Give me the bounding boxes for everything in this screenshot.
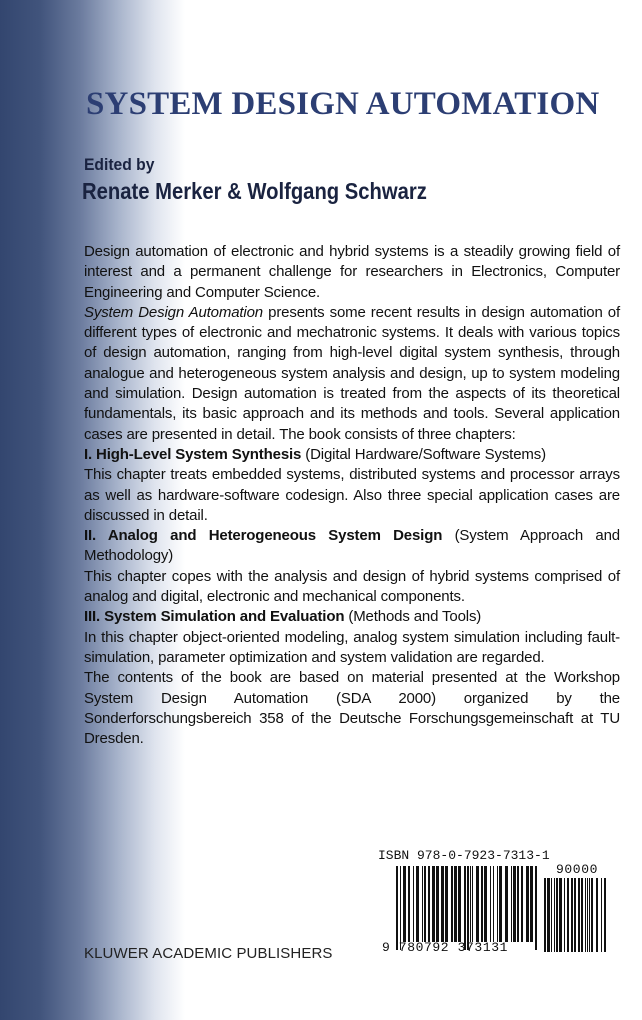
barcode-bar — [396, 866, 398, 950]
barcode-bar — [499, 866, 502, 942]
barcode-bar — [574, 878, 576, 952]
chapter-2-subtitle: (System Approach and Methodology) — [84, 527, 620, 565]
barcode-bar — [403, 866, 406, 942]
barcode-bar — [505, 866, 508, 942]
barcode-bar — [585, 878, 586, 952]
chapter-3-heading — [84, 607, 620, 627]
barcode-bar — [497, 866, 498, 942]
chapter-1-text: This chapter treats embedded systems, distributed systems and processor arrays as well as hardware-software codesign. Also three special application cases are discussed in detail. — [84, 466, 620, 524]
barcode-bar — [578, 878, 580, 952]
barcode-bar — [567, 878, 569, 952]
barcode-bar — [428, 866, 430, 942]
barcode-bar — [451, 866, 453, 942]
chapter-3-title: III. System Simulation and Evaluation — [84, 608, 345, 626]
barcode-bar — [530, 866, 533, 942]
barcode-bar — [484, 866, 487, 942]
barcode-bar — [526, 866, 529, 942]
chapter-1-subtitle: (Digital Hardware/Software Systems) — [301, 445, 546, 463]
barcode-bar — [547, 878, 550, 952]
barcode-bar — [513, 866, 516, 942]
barcode-bar — [596, 878, 598, 952]
price-addon-bars — [544, 878, 606, 952]
barcode-bar — [511, 866, 512, 942]
isbn-number: ISBN 978-0-7923-7313-1 — [378, 848, 550, 863]
barcode-bar — [408, 866, 410, 942]
barcode-bar — [571, 878, 573, 952]
barcode-bar — [589, 878, 590, 952]
barcode-bar — [559, 878, 562, 952]
barcode-bar — [424, 866, 426, 942]
barcode-bar — [591, 878, 593, 952]
barcode-bar — [564, 878, 565, 952]
barcode-bar — [587, 878, 588, 952]
chapter-2-heading — [84, 526, 620, 567]
book-title: SYSTEM DESIGN AUTOMATION — [86, 86, 600, 122]
barcode-bar — [416, 866, 419, 942]
ean-digits: 9 780792 373131 — [382, 940, 509, 955]
chapter-2-text: This chapter copes with the analysis and design of hybrid systems comprised of analog and digital, electronic and mechanical components. — [84, 567, 620, 606]
barcode-bar — [441, 866, 444, 942]
chapter-3-text: In this chapter object-oriented modeling, analog system simulation including fault-simulation, parameter optimization and system validation are regarded. — [84, 628, 620, 666]
barcode-bar — [481, 866, 483, 942]
edited-by-label: Edited by — [84, 155, 155, 174]
barcode-bar — [445, 866, 448, 942]
barcode-bar — [467, 866, 469, 950]
chapter-2-title: II. Analog and Heterogeneous System Design — [84, 527, 443, 545]
barcode-bar — [476, 866, 479, 942]
barcode-bar — [604, 878, 606, 952]
barcode-bar — [556, 878, 558, 952]
chapter-3-subtitle: (Methods and Tools) — [344, 608, 482, 626]
barcode-bar — [413, 866, 414, 942]
barcode-bar — [436, 866, 439, 942]
blurb — [84, 242, 620, 749]
barcode-bar — [464, 866, 466, 950]
barcode-bar — [535, 866, 537, 950]
barcode-bar — [472, 866, 473, 942]
intro-paragraph: Design automation of electronic and hybrid systems is a steadily growing field of interest and a permanent challenge for researchers in Electronics, Computer Engineering and Computer Science. — [84, 243, 620, 301]
barcode-bar — [454, 866, 457, 942]
barcode-bar — [521, 866, 523, 942]
editors-names: Renate Merker & Wolfgang Schwarz — [82, 178, 427, 204]
overview-book-title: System Design Automation — [84, 303, 263, 321]
ean-barcode-bars — [396, 866, 537, 950]
barcode-bar — [432, 866, 435, 942]
barcode-bar — [601, 878, 602, 952]
overview-paragraph — [84, 303, 620, 445]
barcode-bar — [581, 878, 583, 952]
closing-paragraph: The contents of the book are based on material presented at the Workshop System Design Automation (SDA 2000) organized by the Sonderforschungsbereich 358 of the Deutsche Forschungsgemeinschaft at TU Dresden. — [84, 669, 620, 748]
barcode-bar — [544, 878, 546, 952]
chapter-1-title: I. High-Level System Synthesis — [84, 445, 302, 463]
barcode-bar — [493, 866, 494, 942]
barcode-bar — [517, 866, 519, 942]
barcode-bar — [551, 878, 552, 952]
chapter-1-heading — [84, 445, 620, 465]
barcode-bar — [490, 866, 491, 942]
barcode-bar — [400, 866, 401, 950]
publisher-name: KLUWER ACADEMIC PUBLISHERS — [84, 945, 333, 962]
barcode-bar — [422, 866, 423, 942]
barcode-bar — [458, 866, 461, 942]
price-addon-digits: 90000 — [556, 862, 599, 877]
isbn-barcode — [376, 848, 616, 958]
overview-text: presents some recent results in design automation of different types of electronic and mechatronic systems. It deals with various topics of design automation, ranging from high-level digital system synthesis, through analogue and heterogeneous system analysis and design, up to system modeling and simulation. Design automation is treated from the aspects of its theoretical fundamentals, its basic approach and its methods and tools. Several application cases are presented in detail. The book consists of three chapters: — [84, 303, 620, 443]
barcode-bar — [470, 866, 471, 942]
barcode-bar — [554, 878, 555, 952]
